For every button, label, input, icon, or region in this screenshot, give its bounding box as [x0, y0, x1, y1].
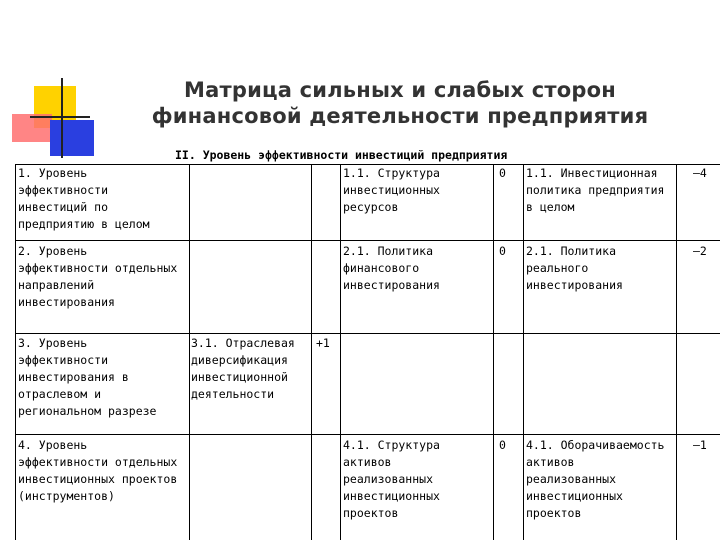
table-cell-score: 0	[499, 438, 506, 452]
decorative-vertical-line	[61, 78, 63, 158]
table-cell-factor: 2.1. Политика реального инвестирования	[526, 244, 623, 292]
table-column-divider	[340, 164, 341, 540]
table-cell-level: 4. Уровень эффективности отдельных инвестиционных проектов (инструментов)	[18, 438, 178, 503]
table-cell-score: 0	[499, 244, 506, 258]
table-row-divider	[15, 434, 720, 435]
table-border-left	[15, 164, 16, 540]
table-cell-score: –4	[693, 166, 707, 180]
table-cell-level: 2. Уровень эффективности отдельных направлений инвестирования	[18, 244, 178, 309]
decorative-blue-square	[50, 120, 94, 156]
table-column-divider	[493, 164, 494, 540]
table-column-divider	[676, 164, 677, 540]
table-column-divider	[311, 164, 312, 540]
table-row-divider	[15, 333, 720, 334]
table-cell-factor: 2.1. Политика финансового инвестирования	[343, 244, 440, 292]
table-cell-level: 3. Уровень эффективности инвестирования в отраслевом и региональном разрезе	[18, 336, 157, 418]
table-cell-factor: 3.1. Отраслевая диверсификация инвестиционной деятельности	[191, 336, 295, 401]
table-cell-factor: 4.1. Оборачиваемость активов реализованных инвестиционных проектов	[526, 438, 665, 520]
page-title-line-1: Матрица сильных и слабых сторон	[184, 78, 616, 102]
table-cell-score: +1	[316, 336, 330, 350]
table-cell-factor: 1.1. Структура инвестиционных ресурсов	[343, 166, 440, 214]
table-row-divider	[15, 240, 720, 241]
table-column-divider	[189, 164, 190, 540]
table-cell-score: –2	[693, 244, 707, 258]
table-caption: II. Уровень эффективности инвестиций предприятия	[175, 148, 508, 162]
table-column-divider	[523, 164, 524, 540]
table-cell-score: –1	[693, 438, 707, 452]
decorative-red-square	[12, 114, 52, 142]
table-cell-factor: 4.1. Структура активов реализованных инвестиционных проектов	[343, 438, 440, 520]
table-cell-level: 1. Уровень эффективности инвестиций по предприятию в целом	[18, 166, 150, 231]
decorative-horizontal-line	[30, 116, 90, 118]
table-cell-score: 0	[499, 166, 506, 180]
page-title-line-2: финансовой деятельности предприятия	[151, 104, 649, 128]
table-cell-factor: 1.1. Инвестиционная политика предприятия в целом	[526, 166, 665, 214]
